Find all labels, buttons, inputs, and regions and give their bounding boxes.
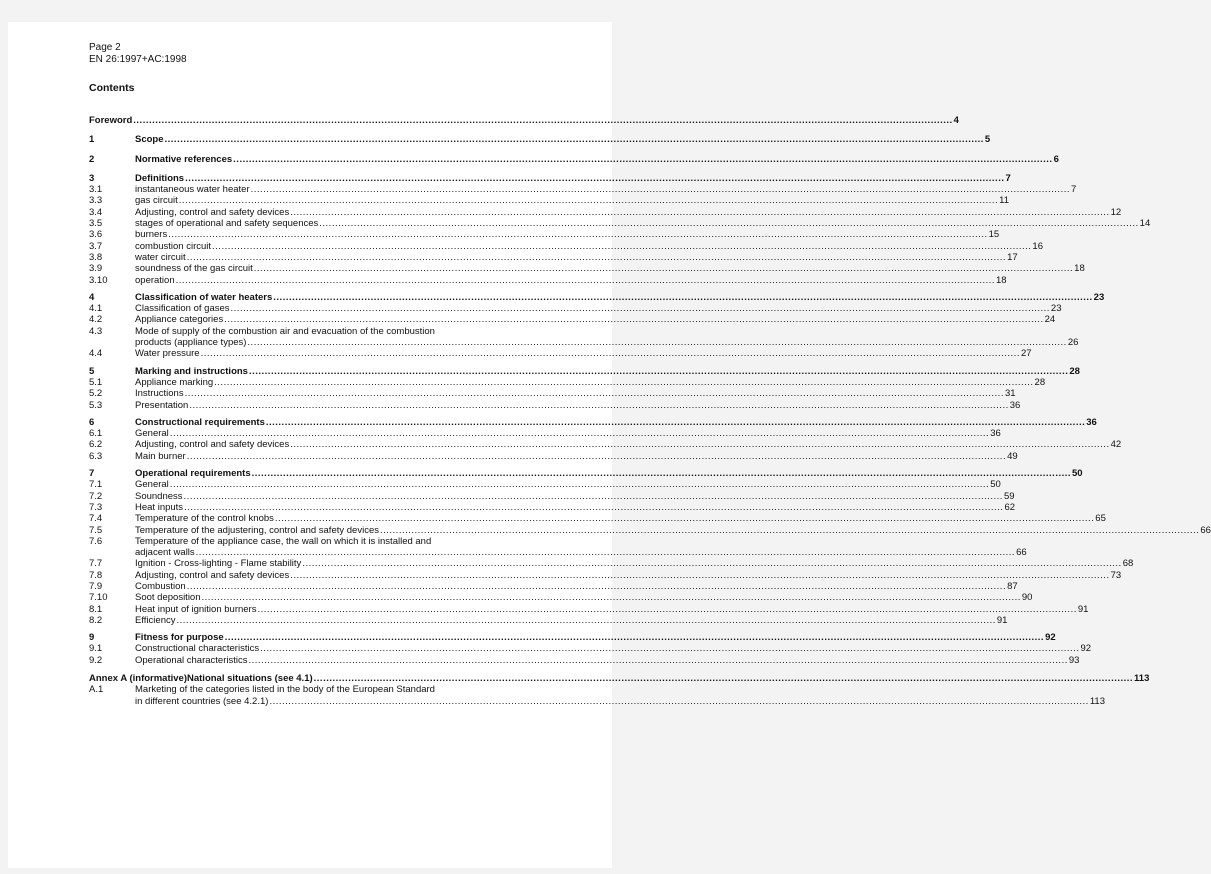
toc-page: 7: [1005, 172, 1011, 184]
toc-page: 23: [1093, 291, 1105, 303]
toc-entry-5-3[interactable]: [89, 399, 1021, 411]
toc-title: Adjusting, control and safety devices: [135, 569, 290, 581]
toc-title: Operational requirements: [135, 468, 251, 480]
standard-id: EN 26:1997+AC:1998: [89, 54, 187, 65]
toc-entry-3-6[interactable]: [89, 229, 1000, 241]
toc-page: 42: [1110, 439, 1122, 451]
toc-entry-5-2[interactable]: [89, 388, 1016, 400]
toc-num: 4.2: [89, 314, 103, 326]
toc-title: Marketing of the categories listed in the body of the European Standard: [135, 684, 435, 696]
toc-page: 15: [988, 229, 1000, 241]
toc-num: 7.5: [89, 524, 103, 536]
toc-page: 50: [1072, 468, 1083, 480]
toc-title: Definitions: [135, 172, 185, 184]
toc-entry-2[interactable]: [89, 153, 1059, 165]
toc-num: 7.2: [89, 490, 103, 502]
toc-title: stages of operational and safety sequences: [135, 218, 319, 230]
toc-num: 7.3: [89, 501, 103, 513]
toc-num: 8.1: [89, 603, 103, 615]
toc-title: Main burner: [135, 450, 186, 462]
toc-page: 66: [1016, 547, 1027, 559]
toc-title: Temperature of the appliance case, the wall on which it is installed and: [135, 535, 432, 547]
toc-page: 28: [1069, 365, 1080, 377]
toc-title: Temperature of the control knobs: [135, 513, 274, 525]
toc-entry-3-9[interactable]: [89, 263, 1085, 275]
toc-page: 87: [1007, 580, 1018, 592]
toc-page: 11: [999, 195, 1010, 207]
toc-page: 49: [1007, 450, 1018, 462]
toc-num: 8.2: [89, 614, 103, 626]
toc-page: 18: [1074, 263, 1085, 275]
toc-num: 6.1: [89, 428, 103, 440]
toc-entry-7-10[interactable]: [89, 592, 1033, 604]
toc-page: 26: [1067, 337, 1079, 349]
toc-page: 16: [1032, 240, 1043, 252]
toc-page: 7: [1071, 184, 1077, 196]
toc-num: 3.10: [89, 274, 108, 286]
toc-title: Classification of water heaters: [135, 291, 273, 303]
toc-num: 5.1: [89, 376, 103, 388]
toc-entry-5[interactable]: [89, 365, 1080, 377]
toc-num: 6: [89, 416, 95, 428]
toc-title: gas circuit: [135, 195, 178, 207]
toc-page: 90: [1021, 592, 1033, 604]
toc-entry-3-4[interactable]: [89, 206, 1122, 218]
toc-entry-a-1-cont[interactable]: [89, 695, 1105, 707]
page-header: [89, 42, 187, 66]
toc-entry-3[interactable]: [89, 172, 1011, 184]
toc-page: 12: [1110, 206, 1122, 218]
toc-title: Instructions: [135, 388, 184, 400]
toc-entry-4-3-cont[interactable]: [89, 337, 1079, 349]
page-label: Page 2: [89, 42, 121, 53]
toc-page: 18: [996, 274, 1007, 286]
toc-title: Operational characteristics: [135, 654, 248, 666]
toc-title: water circuit: [135, 251, 186, 263]
toc-num: 6.3: [89, 450, 103, 462]
toc-entry-7-1[interactable]: [89, 479, 1001, 491]
toc-entry-8-1[interactable]: [89, 603, 1089, 615]
toc-page: 27: [1020, 348, 1032, 360]
toc-num: 3.8: [89, 251, 103, 263]
toc-title: Constructional characteristics: [135, 643, 260, 655]
toc-title: Appliance categories: [135, 314, 224, 326]
toc-num: 7.7: [89, 558, 103, 570]
toc-entry-7-5[interactable]: [89, 524, 1211, 536]
toc-num: A.1: [89, 684, 104, 696]
toc-title: instantaneous water heater: [135, 184, 250, 196]
toc-title: burners: [135, 229, 168, 241]
toc-page: 36: [990, 428, 1001, 440]
toc-page: 73: [1110, 569, 1122, 581]
toc-title: Presentation: [135, 399, 189, 411]
toc-title: Soot deposition: [135, 592, 201, 604]
toc-entry-4-1[interactable]: [89, 303, 1062, 315]
toc-title: Mode of supply of the combustion air and evacuation of the combustion: [135, 325, 435, 337]
toc-title: Combustion: [135, 580, 186, 592]
toc-title: Marking and instructions: [135, 365, 248, 377]
toc-entry-annex-a[interactable]: [89, 673, 1150, 685]
toc-entry-7[interactable]: [89, 468, 1083, 480]
toc-page: 91: [996, 614, 1008, 626]
toc-title: combustion circuit: [135, 240, 212, 252]
toc-title: operation: [135, 274, 175, 286]
toc-num: 7.4: [89, 513, 103, 525]
toc-page: 36: [1009, 399, 1021, 411]
toc-num: 5.2: [89, 388, 103, 400]
toc-num: 3.4: [89, 206, 103, 218]
toc-page: 4: [953, 115, 959, 126]
toc-num: 3.3: [89, 195, 103, 207]
toc-num: 3.5: [89, 218, 103, 230]
toc-num: 4: [89, 291, 95, 303]
toc-entry-9-2[interactable]: [89, 654, 1080, 666]
toc-page: 23: [1050, 303, 1062, 315]
toc-entry-7-6-cont[interactable]: [89, 547, 1027, 559]
toc-entry-3-7[interactable]: [89, 240, 1043, 252]
toc-title: soundness of the gas circuit: [135, 263, 253, 275]
toc-num: 3: [89, 172, 95, 184]
toc-title: Appliance marking: [135, 376, 214, 388]
toc-num: 3.7: [89, 240, 103, 252]
toc-entry-7-2[interactable]: [89, 490, 1015, 502]
toc-page: 91: [1077, 603, 1089, 615]
toc-entry-4-2[interactable]: [89, 314, 1056, 326]
toc-entry-4-3[interactable]: [89, 326, 559, 337]
toc-page: 28: [1034, 376, 1046, 388]
toc-title-cont: adjacent walls: [135, 547, 195, 559]
toc-num: 9.1: [89, 643, 103, 655]
toc-entry-4[interactable]: [89, 291, 1105, 303]
toc-num: 7.8: [89, 569, 103, 581]
toc-title: Efficiency: [135, 614, 176, 626]
toc-title-cont: in different countries (see 4.2.1): [135, 695, 269, 707]
toc-num: 5.3: [89, 399, 103, 411]
toc-entry-3-10[interactable]: [89, 274, 1007, 286]
toc-title: Water pressure: [135, 348, 200, 360]
toc-num: 4.1: [89, 303, 103, 315]
toc-page: 31: [1004, 388, 1016, 400]
toc-title: Foreword: [89, 115, 133, 126]
toc-num: 1: [89, 134, 95, 146]
toc-page: 68: [1122, 558, 1134, 570]
toc-title: Ignition - Cross-lighting - Flame stability: [135, 558, 302, 570]
toc-page: 93: [1068, 654, 1080, 666]
toc-entry-6-2[interactable]: [89, 439, 1122, 451]
toc-num: 4.4: [89, 348, 103, 360]
toc-entry-foreword[interactable]: [89, 115, 959, 126]
toc-num: 3.1: [89, 184, 103, 196]
toc-entry-a-1[interactable]: [89, 684, 559, 695]
toc-entry-9-1[interactable]: [89, 643, 1092, 655]
toc-title: Fitness for purpose: [135, 632, 224, 644]
toc-num: 7.9: [89, 580, 103, 592]
toc-page: 36: [1086, 416, 1097, 428]
toc-title: Normative references: [135, 153, 233, 165]
toc-entry-1[interactable]: [89, 134, 991, 146]
toc-page: 14: [1139, 218, 1151, 230]
toc-title: Annex A (informative)National situations (see 4.1): [89, 673, 313, 685]
toc-num: 4.3: [89, 325, 103, 337]
toc-title: Heat inputs: [135, 501, 184, 513]
toc-num: 7.1: [89, 479, 103, 491]
toc-entry-7-4[interactable]: [89, 513, 1106, 525]
toc-title: Classification of gases: [135, 303, 230, 315]
toc-page: 66: [1200, 524, 1211, 536]
toc-title: General: [135, 479, 169, 491]
toc-num: 9: [89, 632, 95, 644]
toc-entry-6-3[interactable]: [89, 450, 1018, 462]
toc-entry-7-8[interactable]: [89, 569, 1122, 581]
toc-page: 65: [1095, 513, 1106, 525]
toc-entry-6-1[interactable]: [89, 428, 1001, 440]
toc-num: 7.6: [89, 535, 103, 547]
toc-page: 17: [1007, 251, 1018, 263]
toc-entry-3-1[interactable]: [89, 184, 1077, 196]
contents-heading: Contents: [89, 82, 135, 94]
toc-entry-6[interactable]: [89, 416, 1097, 428]
toc-title: Heat input of ignition burners: [135, 603, 257, 615]
toc-title: Constructional requirements: [135, 416, 265, 428]
toc-page: 59: [1003, 490, 1015, 502]
toc-page: 50: [990, 479, 1001, 491]
toc-entry-7-9[interactable]: [89, 580, 1018, 592]
toc-entry-7-3[interactable]: [89, 501, 1016, 513]
toc-page: 92: [1080, 643, 1092, 655]
toc-page: 113: [1089, 695, 1105, 707]
toc-num: 7: [89, 468, 95, 480]
table-of-contents: [89, 115, 1211, 707]
toc-title: Adjusting, control and safety devices: [135, 439, 290, 451]
toc-entry-4-4[interactable]: [89, 348, 1032, 360]
toc-entry-3-3[interactable]: [89, 195, 1010, 207]
toc-page: 24: [1044, 314, 1056, 326]
toc-title: Scope: [135, 134, 164, 146]
toc-num: 3.6: [89, 229, 103, 241]
toc-entry-3-8[interactable]: [89, 251, 1018, 263]
toc-title: Temperature of the adjustering, control and safety devices: [135, 524, 379, 536]
toc-page: 113: [1134, 673, 1150, 685]
toc-title: Adjusting, control and safety devices: [135, 206, 290, 218]
toc-title: Soundness: [135, 490, 183, 502]
toc-page: 5: [984, 134, 991, 146]
toc-entry-8-2[interactable]: [89, 614, 1008, 626]
toc-page: 62: [1004, 501, 1016, 513]
toc-num: 9.2: [89, 654, 103, 666]
toc-page: 92: [1045, 632, 1056, 644]
toc-title: General: [135, 428, 169, 440]
toc-entry-7-6[interactable]: [89, 536, 559, 547]
toc-entry-7-7[interactable]: [89, 558, 1134, 570]
toc-num: 3.9: [89, 263, 103, 275]
toc-num: 2: [89, 153, 95, 165]
toc-entry-5-1[interactable]: [89, 376, 1046, 388]
toc-page: 6: [1053, 153, 1059, 165]
toc-num: 6.2: [89, 439, 103, 451]
toc-entry-3-5[interactable]: [89, 218, 1151, 230]
toc-num: 5: [89, 365, 95, 377]
toc-entry-9[interactable]: [89, 632, 1056, 644]
toc-num: 7.10: [89, 592, 108, 604]
toc-title-cont: products (appliance types): [135, 337, 247, 349]
